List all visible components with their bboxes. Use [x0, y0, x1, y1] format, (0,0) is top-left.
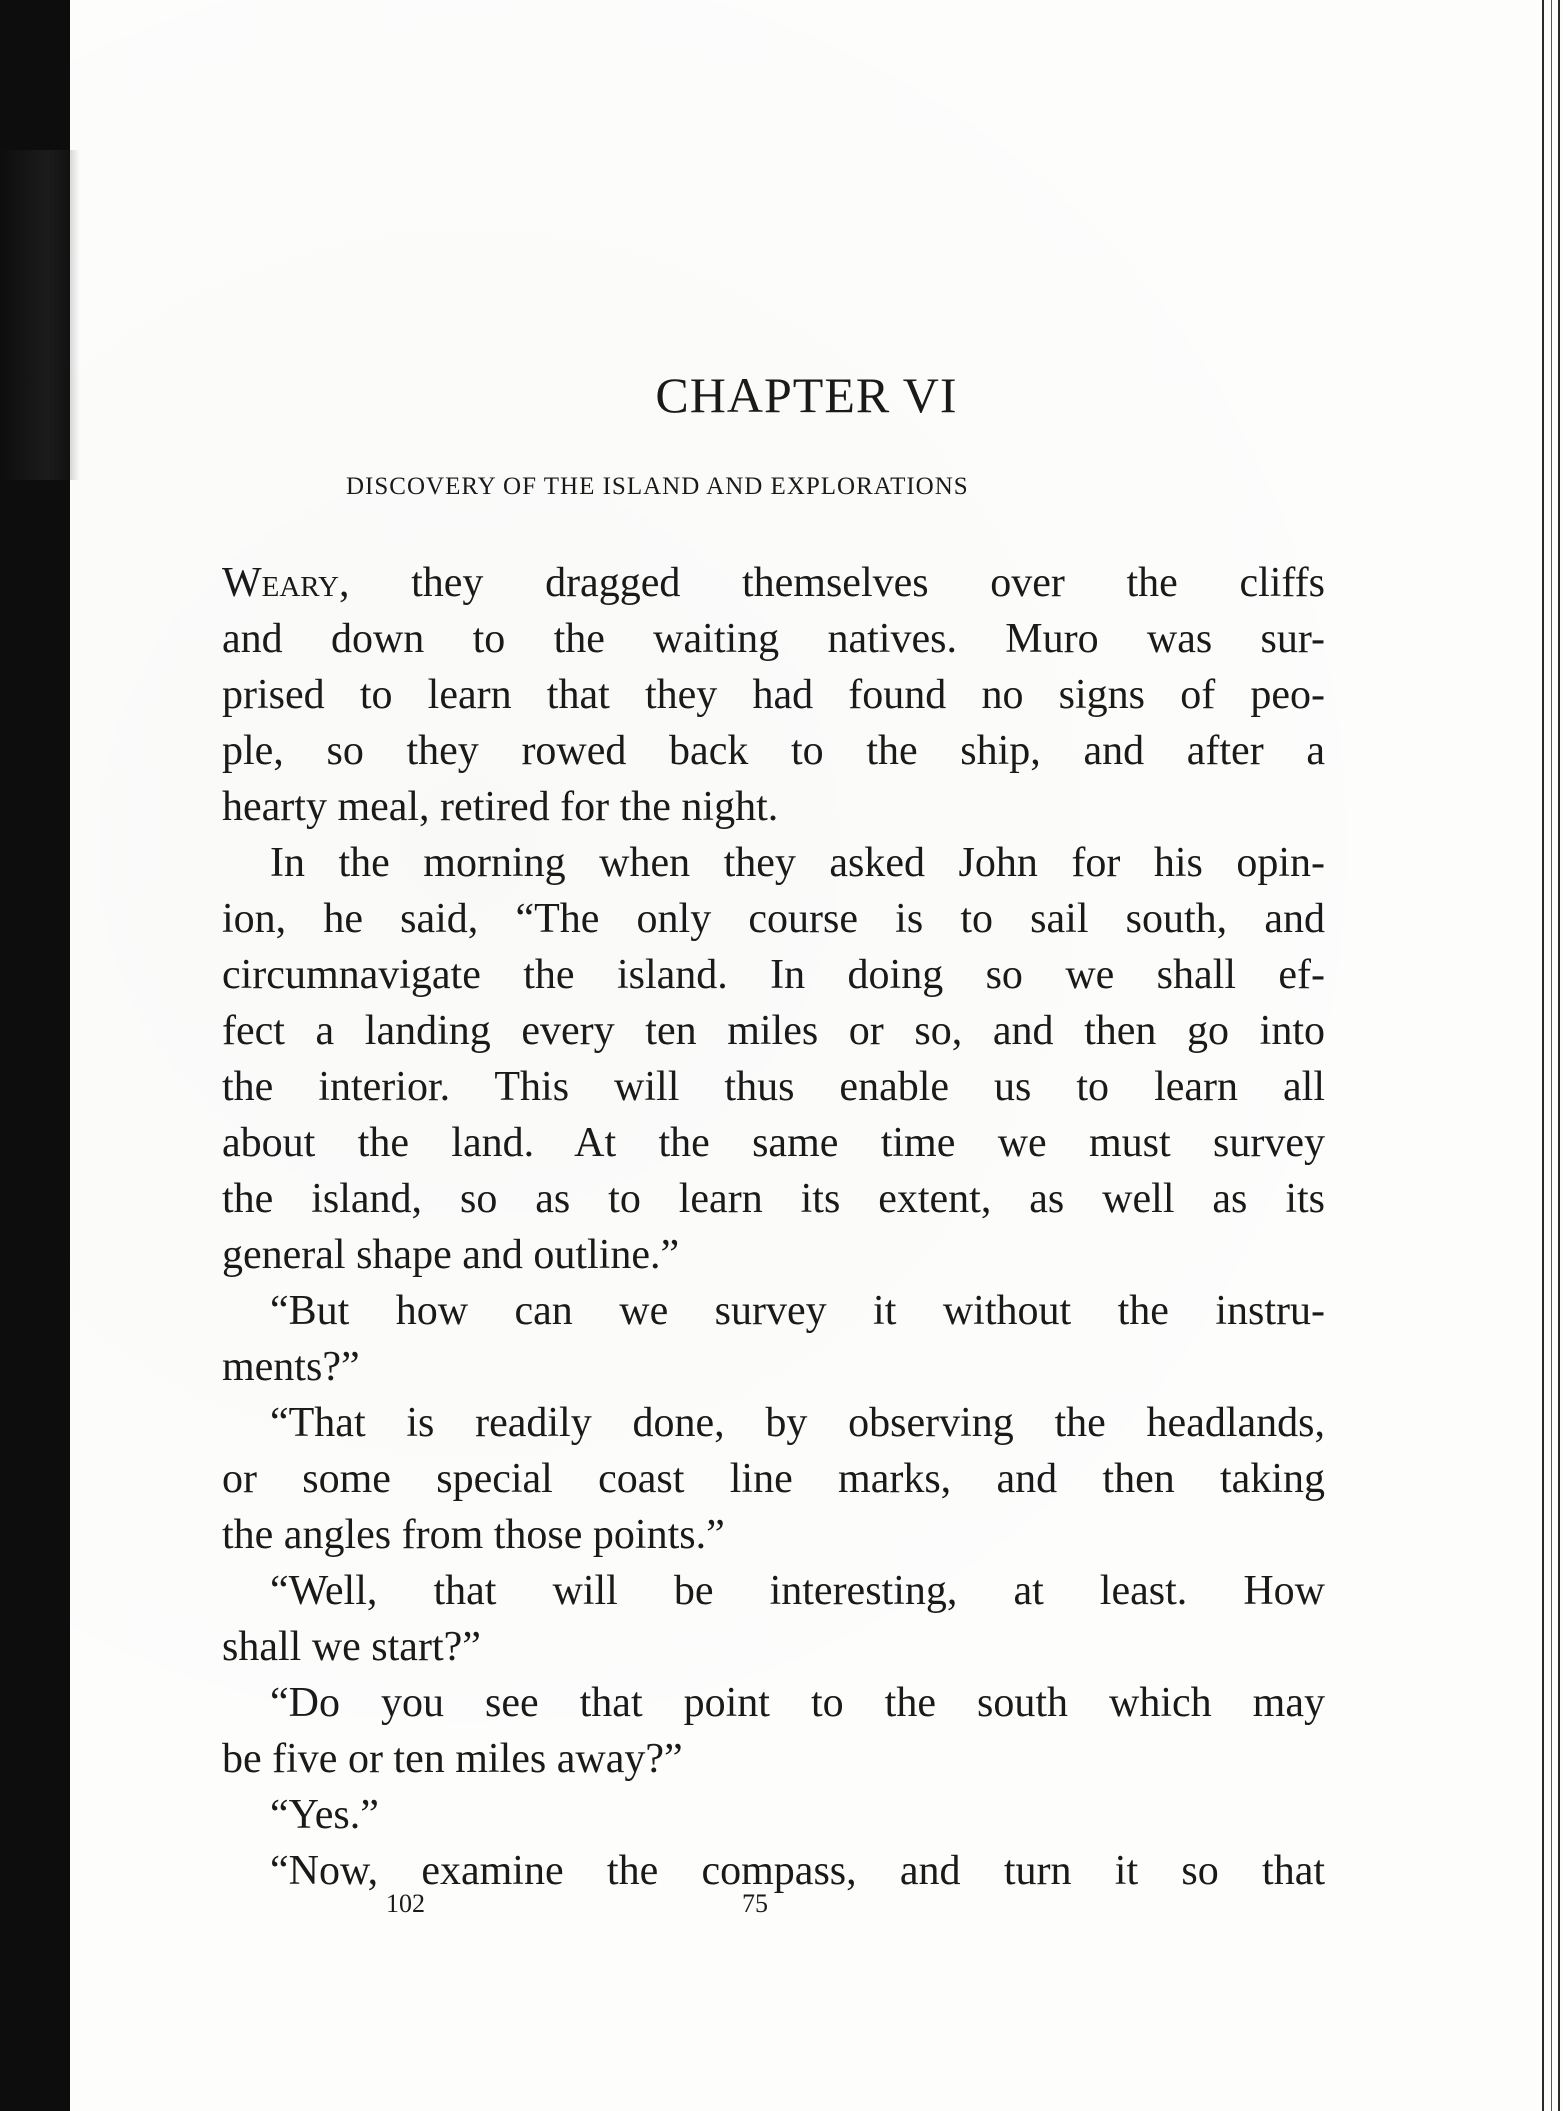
text-line: the angles from those points.”: [222, 1512, 725, 1558]
text-line: ple, so they rowed back to the ship, and after a: [222, 728, 1325, 774]
text-line: or some special coast line marks, and then taking: [222, 1456, 1325, 1502]
text-line: In the morning when they asked John for his opin-: [270, 840, 1325, 886]
text-line: [222, 555, 1325, 611]
text-line: “Well, that will be interesting, at least. How: [270, 1568, 1325, 1614]
text-line-content: they dragged themselves over the cliffs: [349, 560, 1325, 606]
binding-shadow: [0, 150, 80, 480]
text-line: shall we start?”: [222, 1624, 481, 1670]
page-number: 75: [742, 1889, 768, 1918]
text-line: “Now, examine the compass, and turn it so that: [270, 1848, 1325, 1894]
text-line: “That is readily done, by observing the headlands,: [270, 1400, 1325, 1446]
chapter-subtitle: DISCOVERY OF THE ISLAND AND EXPLORATIONS: [346, 473, 969, 500]
chapter-title: [0, 366, 1563, 424]
chapter-title-text: CHAPTER VI: [655, 367, 958, 423]
page-edge-line: [1551, 0, 1552, 2111]
text-line: “Do you see that point to the south which may: [270, 1680, 1325, 1726]
page-edge-line: [1558, 0, 1560, 2111]
text-line: be five or ten miles away?”: [222, 1736, 683, 1782]
text-line: about the land. At the same time we must survey: [222, 1120, 1325, 1166]
text-line: ion, he said, “The only course is to sail south, and: [222, 896, 1325, 942]
text-line: “But how can we survey it without the instru-: [270, 1288, 1325, 1334]
text-line: fect a landing every ten miles or so, and then go into: [222, 1008, 1325, 1054]
text-line: circumnavigate the island. In doing so we shall ef-: [222, 952, 1325, 998]
opening-word: Weary,: [222, 560, 350, 606]
body-text: [222, 555, 1325, 1899]
text-line: prised to learn that they had found no signs of peo-: [222, 672, 1325, 718]
text-line: ments?”: [222, 1344, 360, 1390]
text-line: the island, so as to learn its extent, as well as its: [222, 1176, 1325, 1222]
text-line: “Yes.”: [270, 1792, 379, 1838]
text-line: the interior. This will thus enable us to learn all: [222, 1064, 1325, 1110]
page-number-original: 102: [386, 1889, 425, 1918]
text-line: hearty meal, retired for the night.: [222, 784, 779, 830]
text-line: general shape and outline.”: [222, 1232, 680, 1278]
page-edge-line: [1542, 0, 1544, 2111]
text-line: and down to the waiting natives. Muro was sur-: [222, 616, 1325, 662]
